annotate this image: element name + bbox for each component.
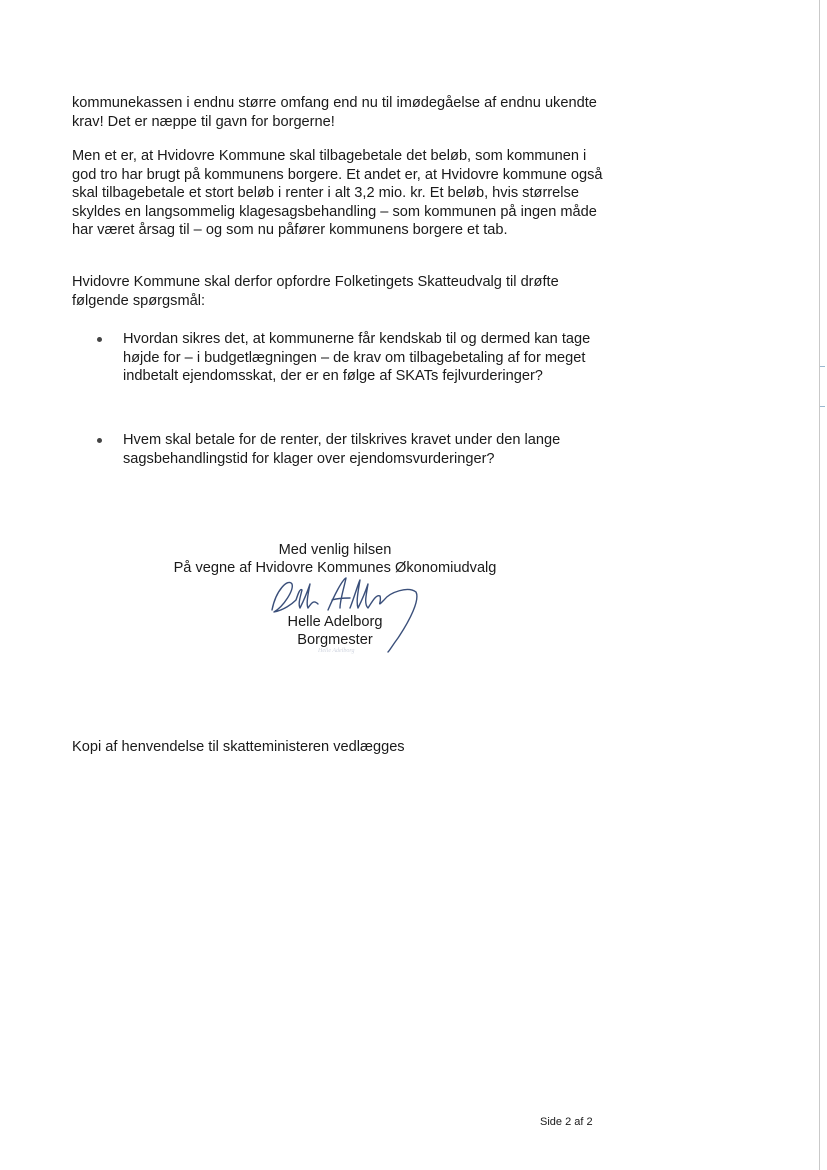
scan-edge [819,0,820,1170]
list-item [95,330,615,386]
signer-title: Borgmester [297,632,373,648]
signer-name: Helle Adelborg [287,614,383,630]
question-list-item-1 [95,330,615,386]
closing-on-behalf: På vegne af Hvidovre Kommunes Økonomiudvalg [173,560,497,576]
closing-greeting: Med venlig hilsen [278,542,392,558]
question-text: Hvem skal betale for de renter, der tilskrives kravet under den lange sagsbehandlingstid for klager over ejendomsvurderinger? [123,432,561,467]
bullet-icon [97,438,102,443]
body-paragraph-3: Hvidovre Kommune skal derfor opfordre Folketingets Skatteudvalg til drøfte følgende spørgsmål: [72,274,559,309]
scan-mark [820,406,825,407]
body-paragraph-2: Men et er, at Hvidovre Kommune skal tilbagebetale det beløb, som kommunen i god tro har brugt på kommunens borgere. Et andet er, at Hvidovre kommune også skal tilbagebetale et stort beløb i renter i alt 3,2 mio. kr. Et beløb, hvis størrelse skyldes en langsommelig klagesagsbehandling – som kommunen på ingen måde har været årsag til – og som nu påfører kommunens borgere et tab. [72,148,603,239]
copy-note: Kopi af henvendelse til skatteministeren vedlægges [72,739,405,755]
question-list-item-2 [95,431,615,468]
list-item [95,431,615,468]
bullet-icon [97,337,102,342]
question-text: Hvordan sikres det, at kommunerne får kendskab til og dermed kan tage højde for – i budgetlægningen – de krav om tilbagebetaling af for meget indbetalt ejendomsskat, der er en følge af SKATs fejlvurderinger? [123,331,591,385]
scan-mark [820,366,825,367]
body-paragraph-1: kommunekassen i endnu større omfang end nu til imødegåelse af endnu ukendte krav! Det er næppe til gavn for borgerne! [72,95,597,130]
signature-text: Helle Adelborg [318,648,355,654]
page-number: Side 2 af 2 [540,1116,593,1128]
